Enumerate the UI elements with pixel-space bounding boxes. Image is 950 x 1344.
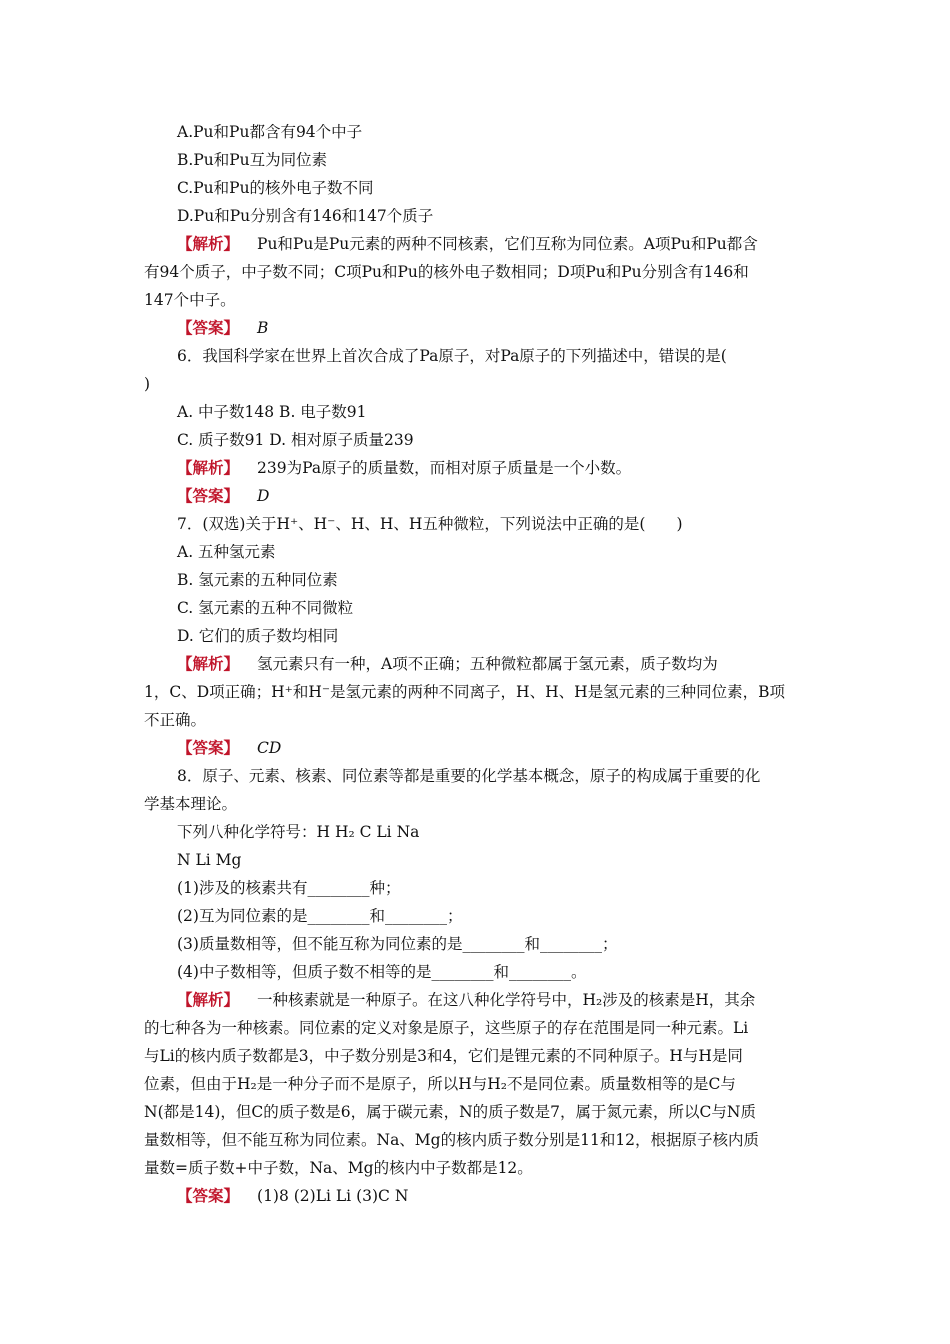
q8-symbols-line-1: 下列八种化学符号：H H₂ C Li Na	[177, 823, 420, 841]
q8-analysis-line-7: 量数=质子数+中子数，Na、Mg的核内中子数都是12。	[144, 1159, 533, 1177]
q8-answer: (1)8 (2)Li Li (3)C N	[257, 1187, 409, 1205]
q6-analysis-text: 239为Pa原子的质量数，而相对原子质量是一个小数。	[257, 459, 632, 477]
q8-analysis-line-3: 与Li的核内质子数都是3，中子数分别是3和4，它们是锂元素的不同种原子。H与H是同	[144, 1047, 743, 1065]
q7-analysis-line-2: 1，C、D项正确；H⁺和H⁻是氢元素的两种不同离子，H、H、H是氢元素的三种同位素，B项	[144, 683, 785, 701]
q7-answer: CD	[257, 739, 282, 757]
q5-answer: B	[257, 319, 269, 337]
q8-analysis-line-2: 的七种各为一种核素。同位素的定义对象是原子，这些原子的存在范围是同一种元素。Li	[144, 1019, 749, 1037]
q8-stem-line-2: 学基本理论。	[144, 795, 238, 813]
analysis-tag: 【解析】	[177, 234, 240, 253]
q5-option-a: A.Pu和Pu都含有94个中子	[177, 123, 363, 141]
q8-analysis-line-6: 量数相等，但不能互称为同位素。Na、Mg的核内质子数分别是11和12，根据原子核内质	[144, 1131, 760, 1149]
q6-answer: D	[257, 487, 270, 505]
q8-sub-question-4: (4)中子数相等，但质子数不相等的是________和________。	[177, 963, 587, 981]
q7-answer-line	[177, 738, 841, 758]
analysis-tag: 【解析】	[177, 990, 240, 1009]
analysis-tag: 【解析】	[177, 458, 240, 477]
q8-analysis-line-1	[177, 990, 841, 1010]
q5-analysis-line-1	[177, 234, 841, 254]
q7-option-c: C. 氢元素的五种不同微粒	[177, 599, 354, 617]
q8-analysis-line-4: 位素，但由于H₂是一种分子而不是原子，所以H与H₂不是同位素。质量数相等的是C与	[144, 1075, 736, 1093]
q6-analysis-line	[177, 458, 841, 478]
q7-analysis-line-3: 不正确。	[144, 711, 207, 729]
answer-tag: 【答案】	[177, 318, 240, 337]
q6-options-cd: C. 质子数91 D. 相对原子质量239	[177, 431, 414, 449]
q8-sub-question-3: (3)质量数相等，但不能互称为同位素的是________和________；	[177, 935, 618, 953]
q5-analysis-line-2: 有94个质子，中子数不同；C项Pu和Pu的核外电子数相同；D项Pu和Pu分别含有146和	[144, 263, 749, 281]
q5-option-b: B.Pu和Pu互为同位素	[177, 151, 328, 169]
answer-tag: 【答案】	[177, 738, 240, 757]
answer-tag: 【答案】	[177, 486, 240, 505]
answer-tag: 【答案】	[177, 1186, 240, 1205]
q7-analysis-text: 氢元素只有一种，A项不正确；五种微粒都属于氢元素，质子数均为	[257, 655, 718, 673]
q8-answer-line	[177, 1186, 841, 1206]
q7-analysis-line-1	[177, 654, 841, 674]
q8-symbols-line-2: N Li Mg	[177, 851, 242, 869]
q5-option-d: D.Pu和Pu分别含有146和147个质子	[177, 207, 434, 225]
q5-option-c: C.Pu和Pu的核外电子数不同	[177, 179, 374, 197]
q8-sub-question-2: (2)互为同位素的是________和________；	[177, 907, 463, 925]
q6-stem-line-2: )	[144, 375, 151, 393]
q5-analysis-line-3: 147个中子。	[144, 291, 236, 309]
q7-stem: 7．(双选)关于H⁺、H⁻、H、H、H五种微粒，下列说法中正确的是( )	[177, 515, 683, 533]
q7-option-d: D. 它们的质子数均相同	[177, 627, 339, 645]
q6-stem-line-1: 6．我国科学家在世界上首次合成了Pa原子，对Pa原子的下列描述中，错误的是(	[177, 347, 727, 365]
q8-sub-question-1: (1)涉及的核素共有________种；	[177, 879, 401, 897]
analysis-tag: 【解析】	[177, 654, 240, 673]
q6-options-ab: A. 中子数148 B. 电子数91	[177, 403, 367, 421]
q8-stem-line-1: 8．原子、元素、核素、同位素等都是重要的化学基本概念，原子的构成属于重要的化	[177, 767, 761, 785]
q5-answer-line	[177, 318, 841, 338]
q6-answer-line	[177, 486, 841, 506]
q7-option-b: B. 氢元素的五种同位素	[177, 571, 338, 589]
q7-option-a: A. 五种氢元素	[177, 543, 276, 561]
q8-analysis-line-5: N(都是14)，但C的质子数是6，属于碳元素，N的质子数是7，属于氮元素，所以C与N质	[144, 1103, 756, 1121]
q8-analysis-text: 一种核素就是一种原子。在这八种化学符号中，H₂涉及的核素是H，其余	[257, 991, 756, 1009]
q5-analysis-text: Pu和Pu是Pu元素的两种不同核素，它们互称为同位素。A项Pu和Pu都含	[257, 235, 758, 253]
